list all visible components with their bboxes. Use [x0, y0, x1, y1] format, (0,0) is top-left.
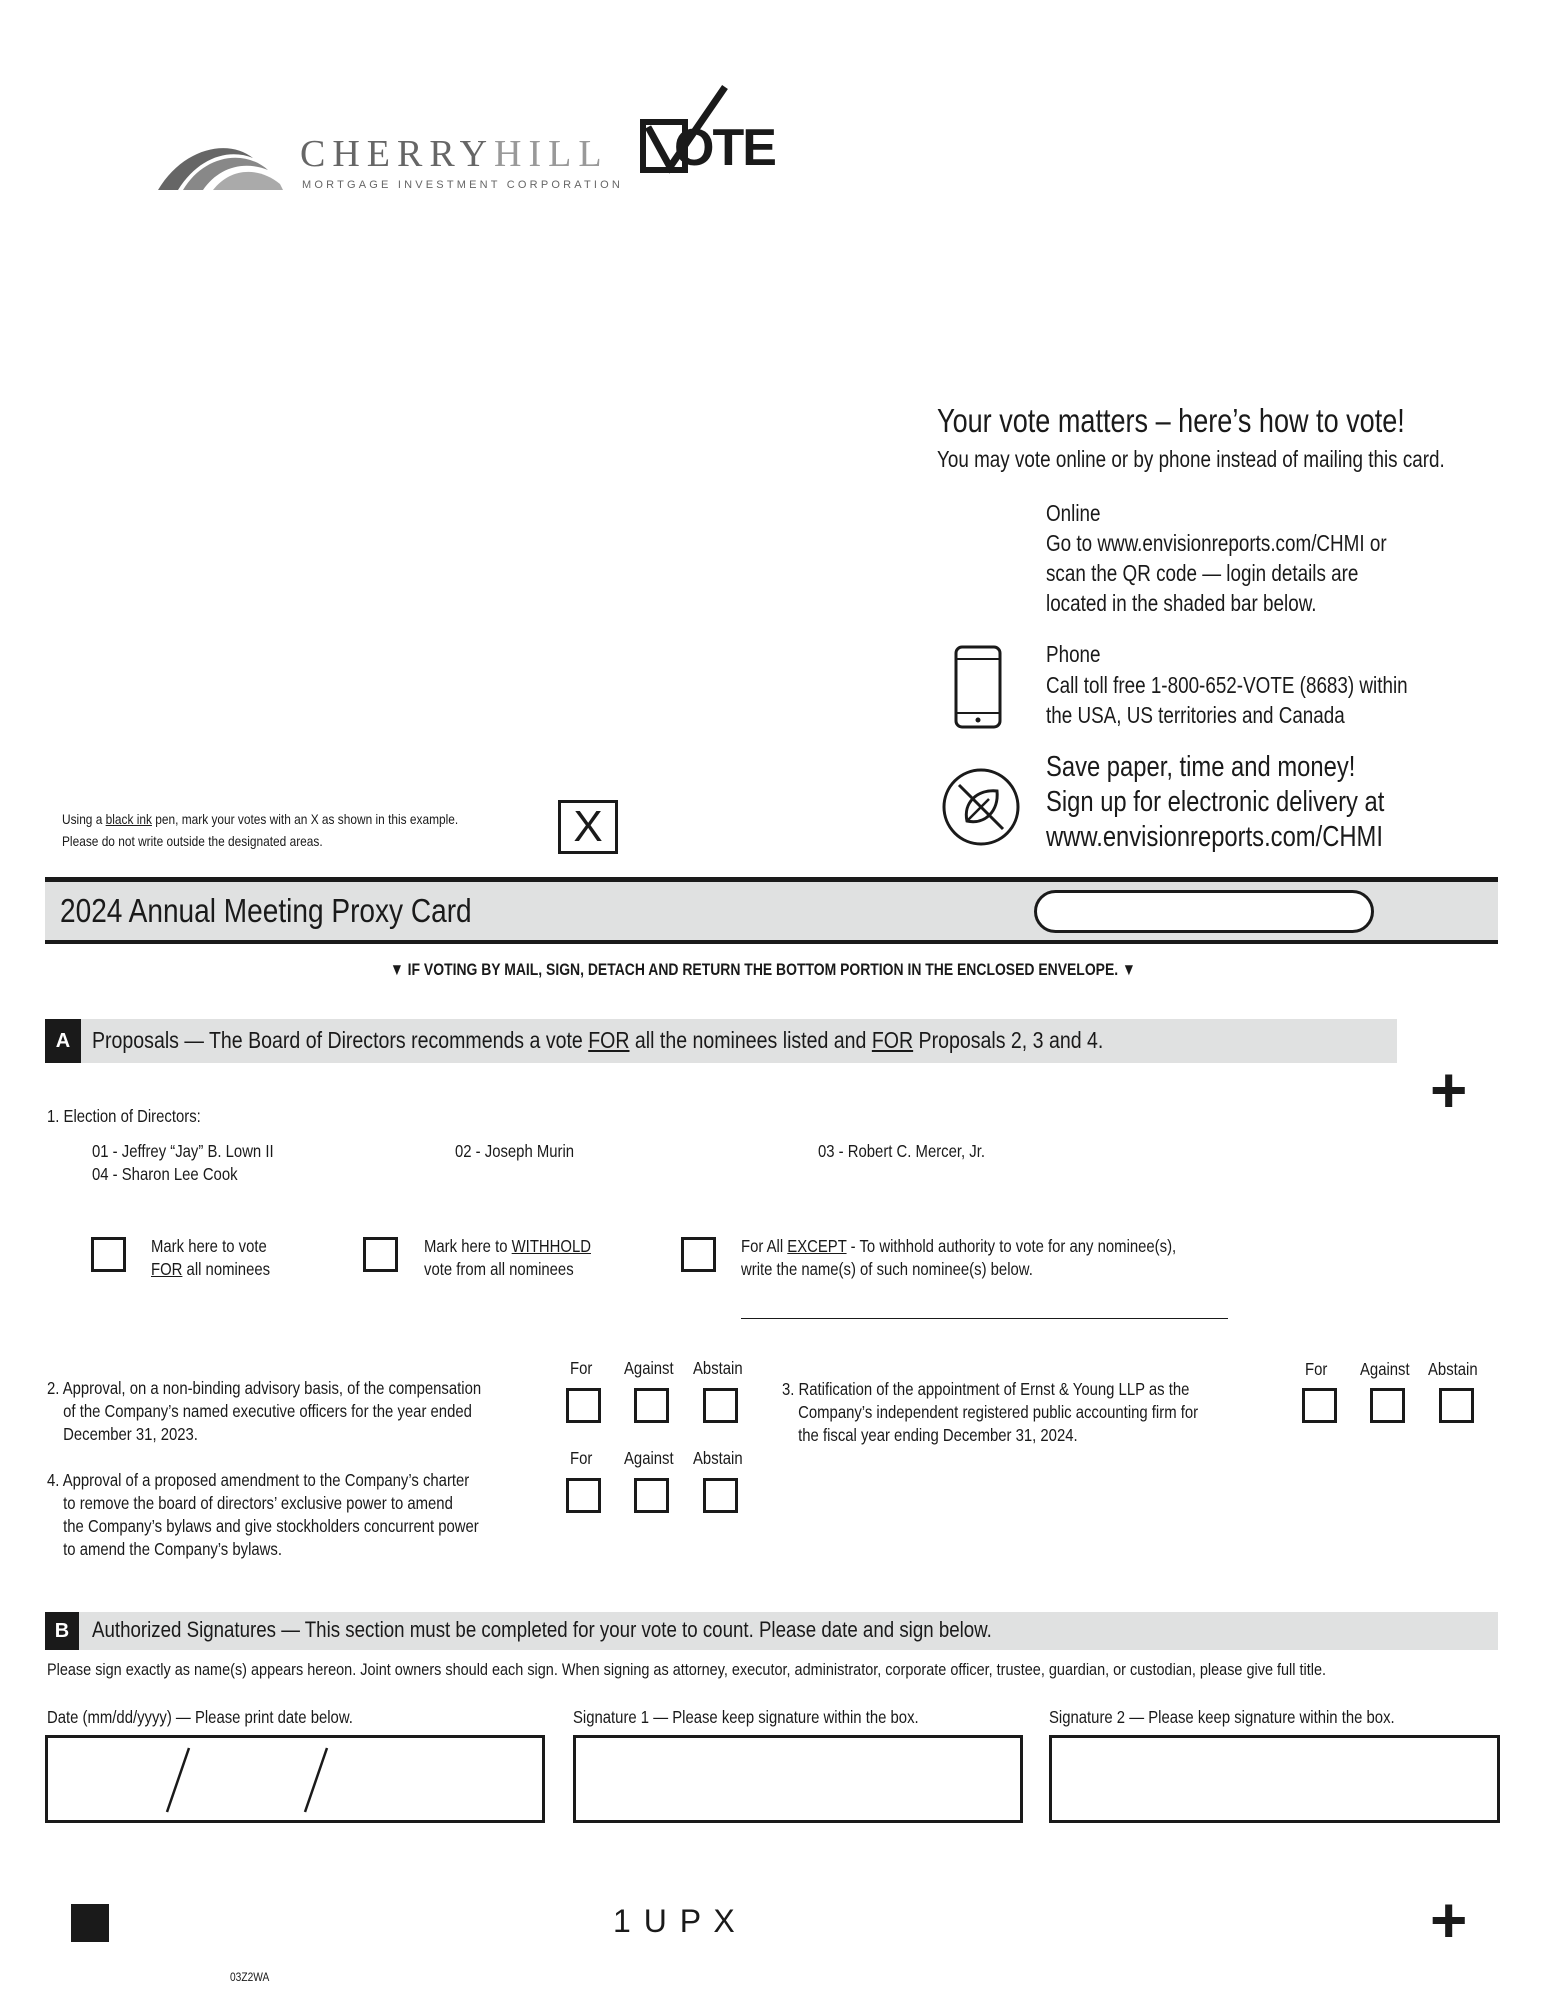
withhold-all-checkbox[interactable]	[363, 1237, 398, 1272]
p4-abstain-checkbox[interactable]	[703, 1478, 738, 1513]
company-subtitle: MORTGAGE INVESTMENT CORPORATION	[302, 179, 624, 191]
nominee-02: 02 - Joseph Murin	[455, 1141, 575, 1161]
p2-abstain-checkbox[interactable]	[703, 1388, 738, 1423]
form-code: 1 U P X	[613, 1903, 737, 1939]
p3-for-checkbox[interactable]	[1302, 1388, 1337, 1423]
proposal-3-text: 3. Ratification of the appointment of Ernst & Young LLP as the Company’s independent registered public accounting firm for the fiscal year ending December 31, 2024.	[782, 1379, 1199, 1445]
p2-abstain-header: Abstain	[693, 1358, 743, 1378]
date-field[interactable]	[45, 1735, 545, 1823]
phone-text: Call toll free 1-800-652-VOTE (8683) within the USA, US territories and Canada	[1046, 672, 1408, 728]
phone-title: Phone	[1046, 641, 1101, 667]
signature-2-field[interactable]	[1049, 1735, 1500, 1823]
card-title: 2024 Annual Meeting Proxy Card	[60, 892, 472, 929]
registration-plus-bottom: +	[1430, 1884, 1468, 1956]
p2-against-checkbox[interactable]	[634, 1388, 669, 1423]
example-x-mark: X	[573, 802, 603, 851]
p3-for-header: For	[1305, 1359, 1328, 1379]
p3-abstain-checkbox[interactable]	[1439, 1388, 1474, 1423]
election-label: 1. Election of Directors:	[47, 1106, 201, 1126]
p4-against-header: Against	[624, 1448, 674, 1468]
except-nominee-line[interactable]	[741, 1318, 1228, 1319]
signature-1-label: Signature 1 — Please keep signature within the box.	[573, 1707, 919, 1727]
leaf-icon	[941, 767, 1021, 847]
p3-against-checkbox[interactable]	[1370, 1388, 1405, 1423]
vote-matters-subheading: You may vote online or by phone instead of mailing this card.	[937, 446, 1445, 472]
for-all-except-checkbox[interactable]	[681, 1237, 716, 1272]
marking-instructions: Using a black ink pen, mark your votes with an X as shown in this example. Please do not write outside the designated areas.	[62, 811, 459, 849]
registration-plus-top: +	[1430, 1054, 1468, 1126]
control-number-field	[1034, 890, 1374, 933]
cherry-hill-logo-icon	[158, 138, 283, 190]
online-title: Online	[1046, 500, 1101, 526]
vote-matters-heading: Your vote matters – here’s how to vote!	[937, 402, 1405, 439]
p4-for-header: For	[570, 1448, 593, 1468]
form-id: 03Z2WA	[230, 1970, 270, 1984]
proposal-4-text: 4. Approval of a proposed amendment to the Company’s charter to remove the board of directors’ exclusive power to amend the Company’s bylaws and give stockholders concurrent power to amend the Company’s bylaws.	[47, 1470, 479, 1559]
p2-for-header: For	[570, 1358, 593, 1378]
section-b-title: Authorized Signatures — This section must be completed for your vote to count. Please date and sign below.	[92, 1617, 992, 1642]
nominee-03: 03 - Robert C. Mercer, Jr.	[818, 1141, 985, 1161]
vote-for-all-checkbox[interactable]	[91, 1237, 126, 1272]
signature-instructions: Please sign exactly as name(s) appears hereon. Joint owners should each sign. When signing as attorney, executor, administrator, corporate officer, trustee, guardian, or custodian, please give full title.	[47, 1660, 1326, 1679]
card-bottom-rule	[45, 940, 1498, 944]
p3-against-header: Against	[1360, 1359, 1410, 1379]
phone-icon	[954, 645, 1002, 729]
online-text: Go to www.envisionreports.com/CHMI or scan the QR code — login details are located in the shaded bar below.	[1046, 530, 1387, 616]
date-label: Date (mm/dd/yyyy) — Please print date below.	[47, 1707, 353, 1727]
p4-for-checkbox[interactable]	[566, 1478, 601, 1513]
detach-instructions: ▼ IF VOTING BY MAIL, SIGN, DETACH AND RETURN THE BOTTOM PORTION IN THE ENCLOSED ENVELOPE. ▼	[390, 960, 1136, 979]
example-mark-box	[558, 800, 618, 854]
section-b-badge: B	[45, 1612, 79, 1650]
date-separator-1	[163, 1746, 193, 1814]
p3-abstain-header: Abstain	[1428, 1359, 1478, 1379]
nominee-04: 04 - Sharon Lee Cook	[92, 1164, 238, 1184]
p4-against-checkbox[interactable]	[634, 1478, 669, 1513]
section-a-badge: A	[45, 1019, 81, 1063]
company-name: CHERRYHILL	[300, 133, 609, 175]
proposal-2-text: 2. Approval, on a non-binding advisory basis, of the compensation of the Company’s named executive officers for the year ended December 31, 2023.	[47, 1378, 482, 1444]
nominee-01: 01 - Jeffrey “Jay” B. Lown II	[92, 1141, 274, 1161]
registration-square	[71, 1904, 109, 1942]
p2-against-header: Against	[624, 1358, 674, 1378]
signature-1-field[interactable]	[573, 1735, 1023, 1823]
signature-2-label: Signature 2 — Please keep signature within the box.	[1049, 1707, 1395, 1727]
p2-for-checkbox[interactable]	[566, 1388, 601, 1423]
electronic-delivery-text: Save paper, time and money! Sign up for electronic delivery at www.envisionreports.com/CHMI	[1046, 751, 1385, 853]
section-a-title: Proposals — The Board of Directors recommends a vote FOR all the nominees listed and FOR Proposals 2, 3 and 4.	[92, 1027, 1104, 1053]
date-separator-2	[301, 1746, 331, 1814]
vote-word: OTE	[674, 119, 775, 177]
for-all-except-label: For All EXCEPT - To withhold authority to vote for any nominee(s), write the name(s) of such nominee(s) below.	[741, 1236, 1177, 1279]
vote-for-all-label: Mark here to vote FOR all nominees	[151, 1236, 271, 1279]
p4-abstain-header: Abstain	[693, 1448, 743, 1468]
withhold-all-label: Mark here to WITHHOLD vote from all nominees	[424, 1236, 591, 1279]
